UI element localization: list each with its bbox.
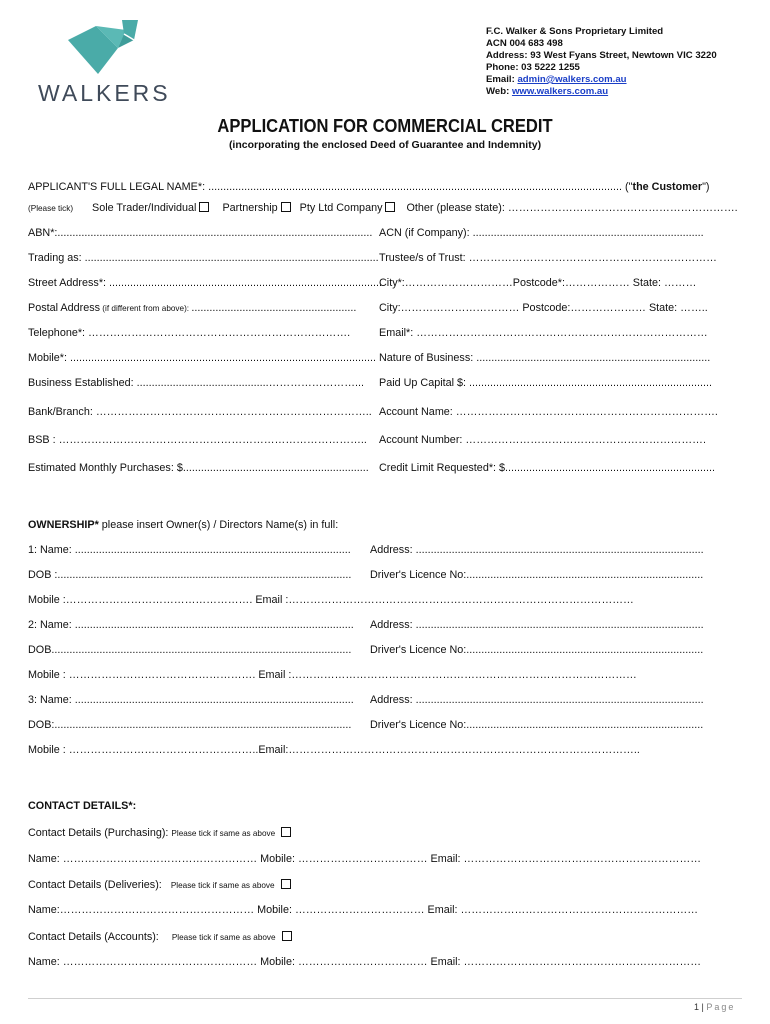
company-web-row <box>486 86 717 98</box>
ownership-heading-bold: OWNERSHIP* <box>28 519 99 531</box>
company-web-label: Web: <box>486 86 512 97</box>
owner2-name-field[interactable]: 2: Name: ............................................................................................. <box>28 619 354 631</box>
owner1-address-field[interactable]: Address: ................................................................................................ <box>370 544 704 556</box>
page-subtitle: (incorporating the enclosed Deed of Guarantee and Indemnity) <box>228 139 542 151</box>
page-title: APPLICATION FOR COMMERCIAL CREDIT <box>217 116 553 136</box>
owner3-name-field[interactable]: 3: Name: ............................................................................................. <box>28 694 354 706</box>
company-address: Address: 93 West Fyans Street, Newtown VIC 3220 <box>486 50 717 61</box>
owner2-mobile-email-field[interactable]: Mobile : ……………………………………………. Email :…………………………………………………………………………………… <box>28 669 637 681</box>
owner3-dob-field[interactable]: DOB:................................................................................................... <box>28 719 352 731</box>
partnership-checkbox[interactable] <box>281 202 291 212</box>
applicant-name-field[interactable] <box>28 181 710 193</box>
trustee-field[interactable]: Trustee/s of Trust: …………………………………………………………… <box>379 252 717 264</box>
abn-field[interactable]: ABN*:......................................................................................................... <box>28 227 373 239</box>
deliveries-contact-fields[interactable]: Name:……………………………………………… Mobile: ……………………………… Email: ………………………………………………………… <box>28 904 699 916</box>
street-address-field[interactable]: Street Address*: ........................................................................................... <box>28 277 382 289</box>
page-number-separator: | <box>699 1002 707 1012</box>
mobile-field[interactable]: Mobile*: ...................................................................................................... <box>28 352 376 364</box>
purchasing-same-label: Please tick if same as above <box>171 829 276 838</box>
contact-purchasing-label: Contact Details (Purchasing): <box>28 827 169 839</box>
please-tick-label: (Please tick) <box>28 204 74 213</box>
account-number-field[interactable]: Account Number: …………………………………………………………. <box>379 434 706 446</box>
accounts-same-label: Please tick if same as above <box>171 933 276 942</box>
sole-trader-checkbox[interactable] <box>199 202 209 212</box>
trading-as-field[interactable]: Trading as: .................................................................................................. <box>28 252 379 264</box>
acn-field[interactable]: ACN (if Company): ............................................................................. <box>379 227 704 239</box>
owner1-name-field[interactable]: 1: Name: ............................................................................................ <box>28 544 351 556</box>
city-postcode-state-field[interactable]: City*:…………………………Postcode*:……………… State: ……… <box>379 277 697 289</box>
postal-address-label: Postal Address <box>28 302 101 314</box>
monthly-purchases-field[interactable]: Estimated Monthly Purchases: $.............................................................. <box>28 462 369 474</box>
owner1-mobile-email-field[interactable]: Mobile :……………………………………………. Email :…………………………………………………………………………………… <box>28 594 634 606</box>
account-name-field[interactable]: Account Name: ………………………………………………………………. <box>379 406 718 418</box>
customer-open: (" <box>622 181 633 193</box>
owner2-licence-field[interactable]: Driver's Licence No:............................................................................... <box>370 644 704 656</box>
customer-close: ") <box>702 181 710 193</box>
nature-of-business-field[interactable]: Nature of Business: .............................................................................. <box>379 352 711 364</box>
walkers-logo <box>38 18 188 85</box>
ownership-heading-rest: please insert Owner(s) / Directors Name(s) in full: <box>98 519 339 531</box>
option-pty-ltd-label: Pty Ltd Company <box>299 202 383 214</box>
applicant-name-label: APPLICANT'S FULL LEGAL NAME*: .......................................................................................................................................... <box>28 181 623 193</box>
contact-accounts-label: Contact Details (Accounts): <box>28 931 159 943</box>
telephone-field[interactable]: Telephone*: ………………………………………………………………. <box>28 327 351 339</box>
owner2-address-field[interactable]: Address: ................................................................................................ <box>370 619 704 631</box>
company-web-link[interactable]: www.walkers.com.au <box>511 86 609 97</box>
business-established-field[interactable]: Business Established: ............................................……………………... <box>28 377 364 389</box>
contact-purchasing-row <box>28 827 291 839</box>
contact-deliveries-label: Contact Details (Deliveries): <box>28 879 162 891</box>
logo-wordmark: WALKERS <box>38 80 171 106</box>
footer-divider <box>28 998 742 999</box>
owner3-licence-field[interactable]: Driver's Licence No:............................................................................... <box>370 719 704 731</box>
contact-accounts-row <box>28 931 292 943</box>
deliveries-same-label: Please tick if same as above <box>170 881 275 890</box>
owner3-address-field[interactable]: Address: ................................................................................................ <box>370 694 704 706</box>
owner3-mobile-email-field[interactable]: Mobile : ……………………………………………..Email:…………………………………………………………………………………….. <box>28 744 640 756</box>
company-acn: ACN 004 683 498 <box>486 38 563 49</box>
credit-limit-field[interactable]: Credit Limit Requested*: $...................................................................... <box>379 462 716 474</box>
pty-ltd-checkbox[interactable] <box>385 202 395 212</box>
customer-bold: the Customer <box>632 181 703 193</box>
company-email-row <box>486 74 717 86</box>
bsb-field[interactable]: BSB : ………………………………………………………………………….. <box>28 434 367 446</box>
page-number-value: 1 <box>694 1002 700 1012</box>
postal-address-note: (if different from above): <box>100 304 192 313</box>
bank-branch-field[interactable]: Bank/Branch: ………………………………………………………………….. <box>28 406 372 418</box>
company-email-label: Email: <box>486 74 518 85</box>
postal-city-postcode-state-field[interactable]: City:…………………………… Postcode:………………… State: …….. <box>379 302 708 314</box>
email-field[interactable]: Email*: ……………………………………………………………………… <box>379 327 708 339</box>
page-number <box>694 1002 735 1012</box>
purchasing-contact-fields[interactable]: Name: ……………………………………………… Mobile: ……………………………… Email: ………………………………………………………… <box>28 853 702 865</box>
company-info <box>486 26 717 98</box>
paid-up-capital-field[interactable]: Paid Up Capital $: ................................................................................. <box>379 377 713 389</box>
postal-address-field[interactable] <box>28 302 356 314</box>
company-phone: Phone: 03 5222 1255 <box>486 62 580 73</box>
option-partnership-label: Partnership <box>222 202 278 214</box>
postal-address-dots: ....................................................... <box>191 302 357 314</box>
contact-deliveries-row <box>28 879 291 891</box>
deliveries-same-checkbox[interactable] <box>281 879 291 889</box>
contact-heading: CONTACT DETAILS*: <box>28 800 137 812</box>
walkers-logo-mark-icon <box>38 18 188 80</box>
page-number-word: Page <box>706 1002 736 1012</box>
owner1-licence-field[interactable]: Driver's Licence No:............................................................................... <box>370 569 704 581</box>
purchasing-same-checkbox[interactable] <box>281 827 291 837</box>
owner2-dob-field[interactable]: DOB.................................................................................................... <box>28 644 352 656</box>
accounts-same-checkbox[interactable] <box>282 931 292 941</box>
option-other-field[interactable]: Other (please state): ………………………………………………………. <box>406 202 738 214</box>
ownership-heading <box>28 519 338 531</box>
company-email-link[interactable]: admin@walkers.com.au <box>517 74 627 85</box>
company-name: F.C. Walker & Sons Proprietary Limited <box>486 26 664 37</box>
option-sole-trader-label: Sole Trader/Individual <box>92 202 197 214</box>
accounts-contact-fields[interactable]: Name: ……………………………………………… Mobile: ……………………………… Email: ………………………………………………………… <box>28 956 702 968</box>
owner1-dob-field[interactable]: DOB :.................................................................................................. <box>28 569 352 581</box>
entity-type-options <box>92 202 738 214</box>
